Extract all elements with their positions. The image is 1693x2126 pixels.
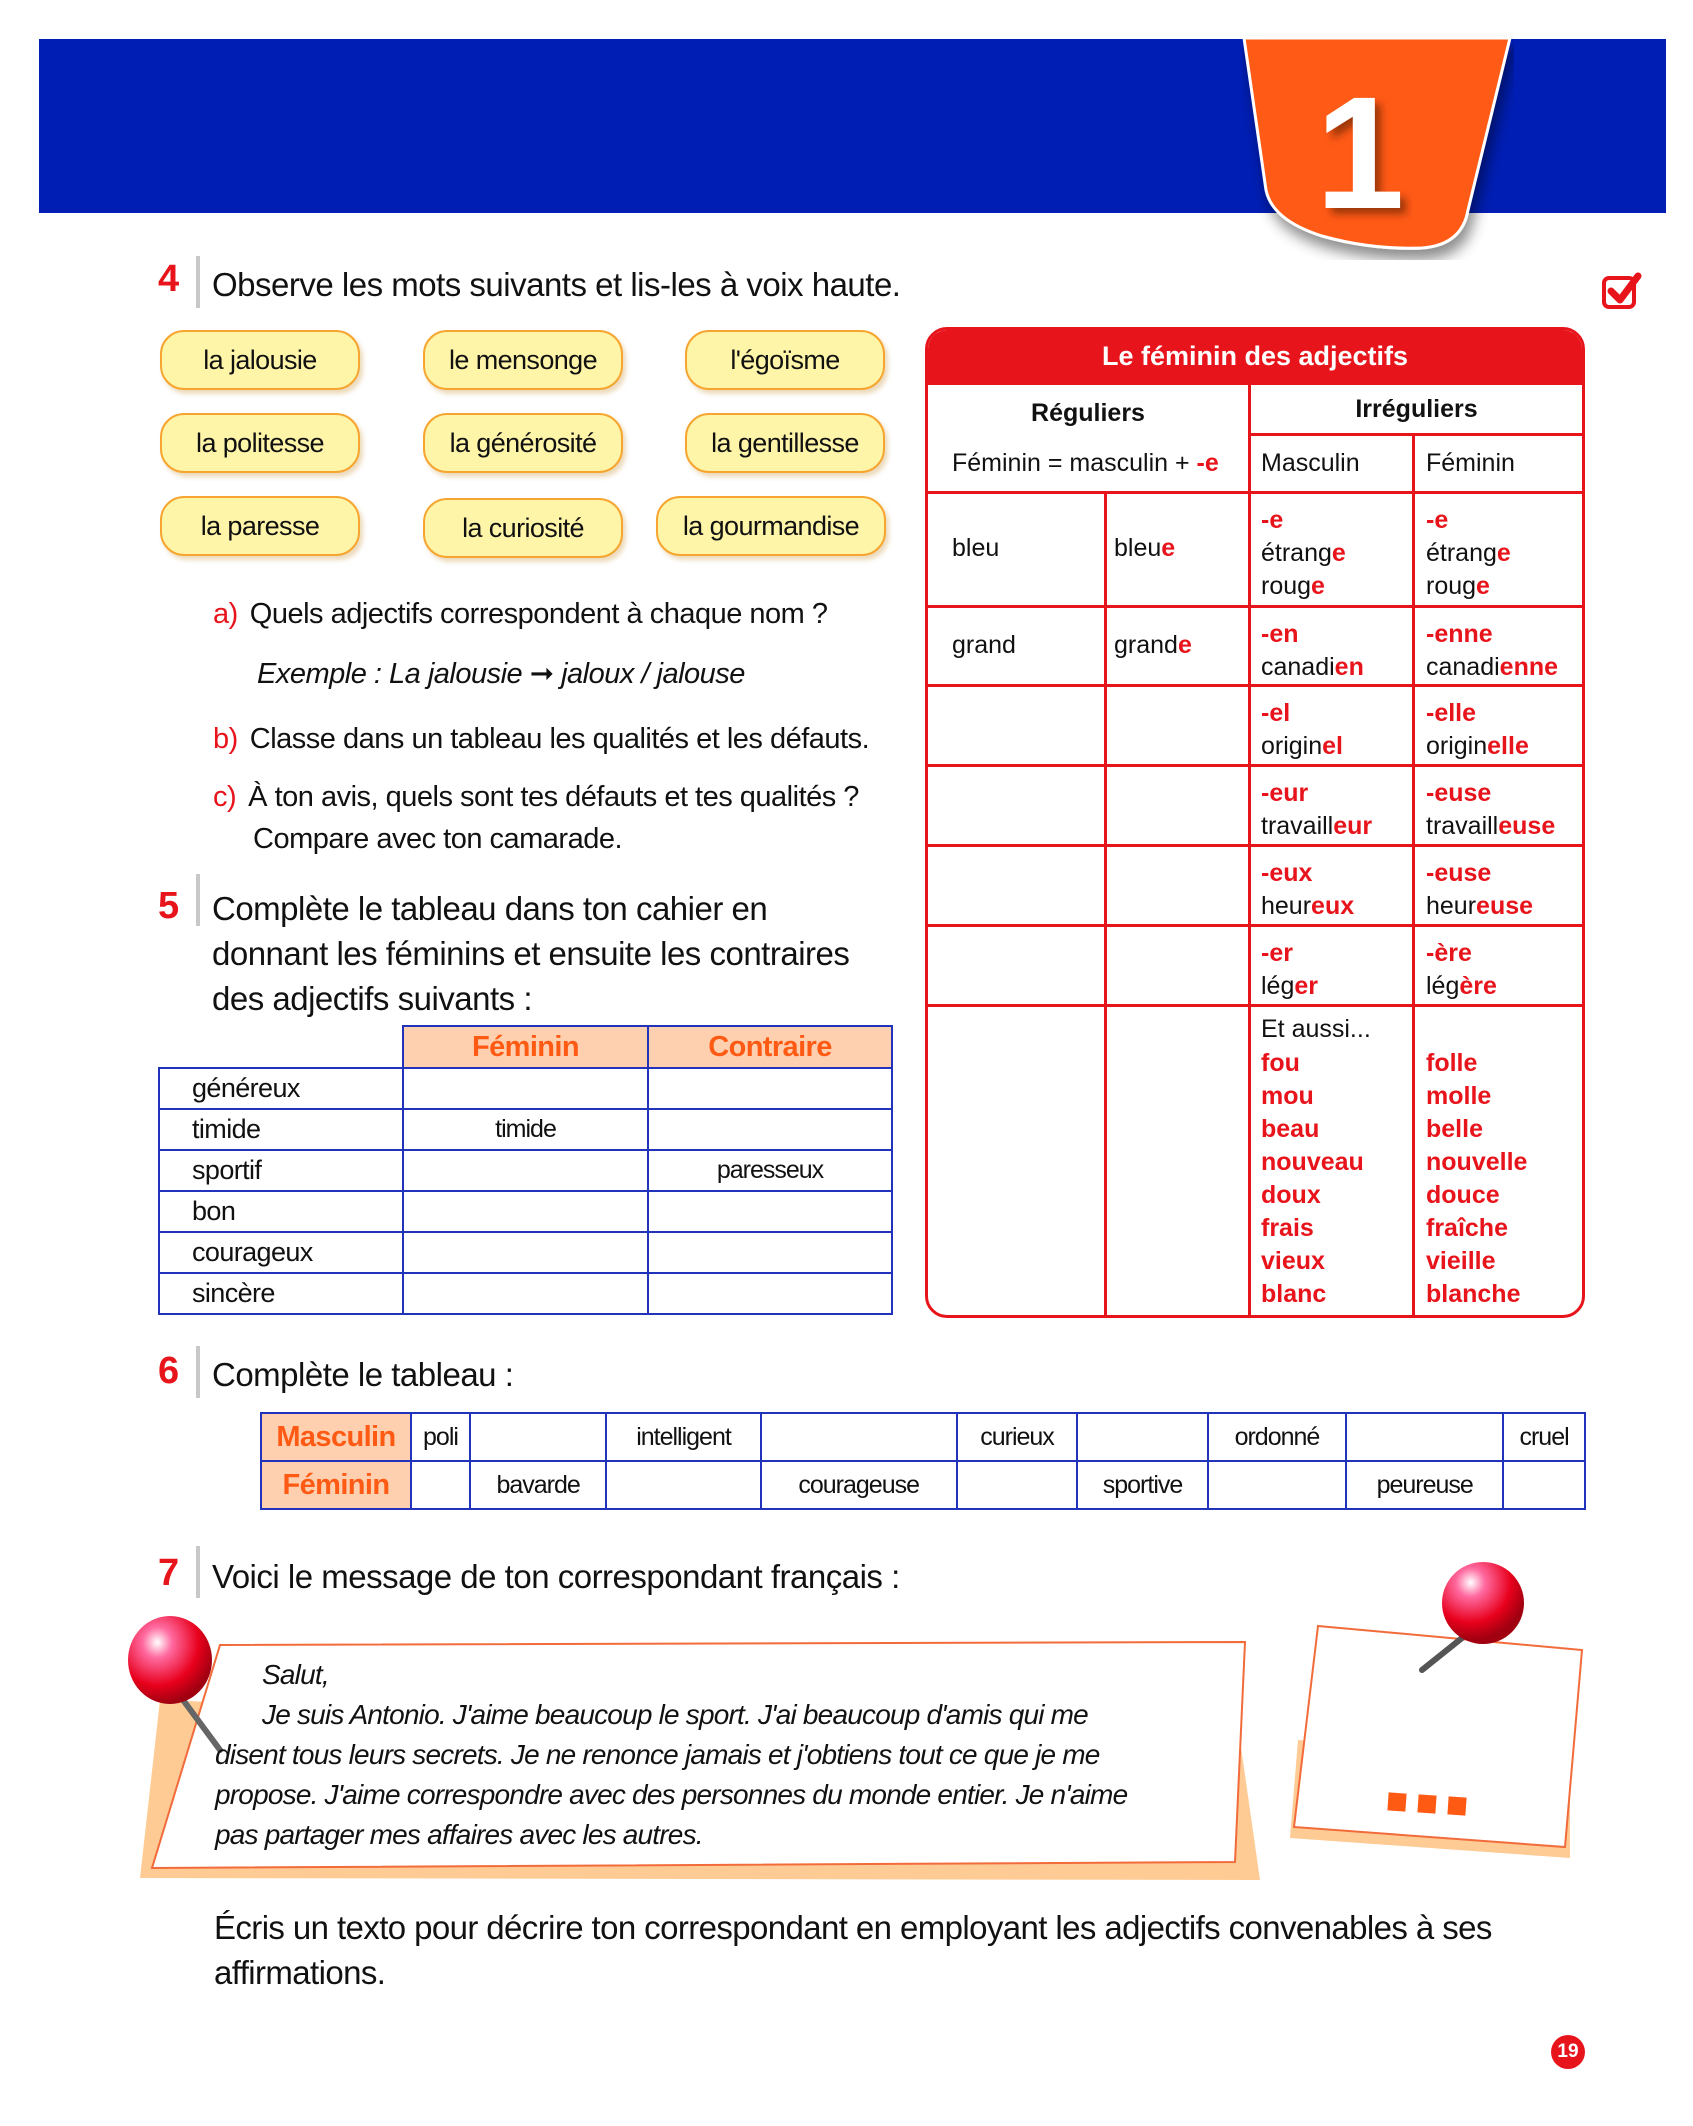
question-letter: b) [213, 723, 238, 755]
regular-rule [952, 447, 1219, 480]
stem: canadi [1261, 653, 1335, 681]
empty-corner [159, 1026, 403, 1068]
masculin-cell[interactable] [1346, 1413, 1503, 1461]
question-letter: a) [213, 598, 238, 630]
feminin-cell[interactable] [411, 1461, 470, 1509]
rule-suffix: -e [1196, 449, 1219, 477]
table-row [159, 1068, 892, 1109]
regular-masc: bleu [952, 534, 1000, 562]
feminin-answer-cell[interactable] [403, 1150, 648, 1191]
exercise-6-number: 6 [158, 1350, 180, 1392]
feminin-row [261, 1461, 1585, 1509]
example-line [257, 656, 745, 691]
example-word [1261, 890, 1354, 923]
masculin-cell: cruel [1503, 1413, 1585, 1461]
contraire-answer-cell[interactable] [648, 1273, 892, 1314]
pushpin-icon [128, 1616, 212, 1704]
extra-feminin-word: folle [1426, 1049, 1478, 1077]
ending-rule: -euse [1426, 859, 1492, 887]
exercise-5-title [212, 886, 849, 1021]
feminin-cell: courageuse [761, 1461, 957, 1509]
table-row [159, 1109, 892, 1150]
header-contraire: Contraire [648, 1026, 892, 1068]
ellipsis-dot [1447, 1796, 1466, 1815]
question-text: À ton avis, quels sont tes défauts et tes qualités ? [248, 781, 859, 813]
adjective-cell: généreux [159, 1068, 403, 1109]
feminin-cell[interactable] [957, 1461, 1078, 1509]
stem: roug [1261, 572, 1312, 600]
feminin-cell [1426, 937, 1497, 1003]
suffix: e [1496, 539, 1511, 567]
regular-masc: grand [952, 631, 1016, 659]
stem: lég [1426, 972, 1460, 1000]
word-pill: la curiosité [423, 498, 623, 558]
example-word [1426, 537, 1511, 570]
ending-rule: -enne [1426, 620, 1493, 648]
suffix: enne [1499, 653, 1559, 681]
arrow-icon: ➞ [529, 658, 554, 690]
example-word [1261, 537, 1346, 570]
feminin-cell: sportive [1077, 1461, 1207, 1509]
ending-rule: -el [1261, 699, 1291, 727]
reply-note [1290, 1560, 1610, 1860]
example-word [1426, 970, 1497, 1003]
feminin-cell: bavarde [470, 1461, 606, 1509]
feminin-cell [1426, 777, 1555, 843]
pushpin-icon [1442, 1562, 1524, 1644]
extra-masculin-word: mou [1261, 1082, 1314, 1110]
ending-rule: -er [1261, 939, 1293, 967]
suffix: euse [1476, 892, 1534, 920]
exercise-divider [196, 874, 200, 926]
feminin-cell[interactable] [1503, 1461, 1585, 1509]
suffix: el [1322, 732, 1344, 760]
suffix: e [1161, 534, 1176, 562]
question-c-line2: Compare avec ton camarade. [253, 823, 623, 855]
example-word [1261, 970, 1318, 1003]
table-row [159, 1273, 892, 1314]
title-line: des adjectifs suivants : [212, 980, 532, 1017]
message-line: Je suis Antonio. J'aime beaucoup le sport. J'ai beaucoup d'amis qui me [262, 1699, 1088, 1730]
exercise-divider [196, 1346, 200, 1398]
extra-masculin-word: doux [1261, 1181, 1321, 1209]
exercise-4-number: 4 [158, 258, 180, 300]
regular-fem [1114, 629, 1192, 662]
word-pill: la gourmandise [656, 496, 886, 556]
ending-rule: -eur [1261, 779, 1309, 807]
rule-text: Féminin = masculin + [952, 449, 1197, 477]
regular-fem [1114, 532, 1175, 565]
message-greeting: Salut, [262, 1659, 329, 1690]
example-result: jaloux / jalouse [561, 658, 745, 690]
page-number: 19 [1551, 2035, 1585, 2069]
stem: lég [1261, 972, 1295, 1000]
feminin-cell: peureuse [1346, 1461, 1503, 1509]
suffix: e [1177, 631, 1192, 659]
unit-number: 1 [1315, 63, 1405, 242]
ending-rule: -ère [1426, 939, 1472, 967]
extra-feminin-word: douce [1426, 1181, 1500, 1209]
feminin-answer-cell[interactable] [403, 1232, 648, 1273]
adjective-cell: courageux [159, 1232, 403, 1273]
divider [928, 684, 1582, 687]
question-letter: c) [213, 781, 237, 813]
masculin-cell[interactable] [1077, 1413, 1207, 1461]
stem: travaill [1426, 812, 1499, 840]
extra-feminin-word: fraîche [1426, 1214, 1508, 1242]
extra-feminin-word: nouvelle [1426, 1148, 1528, 1176]
adjective-cell: sincère [159, 1273, 403, 1314]
suffix: e [1311, 572, 1325, 600]
stem: origin [1426, 732, 1488, 760]
question-text: Quels adjectifs correspondent à chaque nom ? [249, 598, 828, 630]
example-word [1261, 651, 1364, 684]
divider [1248, 382, 1251, 1315]
exercise-6-table [260, 1412, 1586, 1510]
example-label: Exemple : La jalousie [257, 658, 523, 690]
question-c [213, 781, 859, 814]
stem: bleu [1114, 534, 1162, 562]
extra-feminin-word: vieille [1426, 1247, 1496, 1275]
divider [1248, 433, 1582, 436]
word-pill: la générosité [423, 413, 623, 473]
contraire-answer-cell[interactable] [648, 1232, 892, 1273]
masculin-cell [1261, 777, 1372, 843]
message-line: pas partager mes affaires avec les autres. [215, 1819, 703, 1850]
suffix: ère [1459, 972, 1497, 1000]
header-feminin: Féminin [403, 1026, 648, 1068]
check-square-icon [1600, 270, 1644, 312]
stem: heur [1261, 892, 1312, 920]
feminin-answer-cell[interactable] [403, 1273, 648, 1314]
divider [928, 605, 1582, 608]
adjective-cell: sportif [159, 1150, 403, 1191]
exercise-5-table [158, 1025, 893, 1315]
feminin-cell[interactable] [1208, 1461, 1347, 1509]
suffix: er [1294, 972, 1319, 1000]
extra-feminin-word: molle [1426, 1082, 1492, 1110]
word-pill: la jalousie [160, 330, 360, 390]
divider [1104, 491, 1107, 1315]
masculin-cell [1261, 504, 1346, 603]
row-label-masculin: Masculin [261, 1413, 411, 1461]
table-row [159, 1232, 892, 1273]
divider [928, 1004, 1582, 1007]
exercise-divider [196, 1546, 200, 1598]
divider [928, 491, 1582, 494]
extra-feminin-word: blanche [1426, 1280, 1521, 1308]
ending-rule: -e [1426, 506, 1449, 534]
masculin-cell [1261, 857, 1354, 923]
stem: étrang [1261, 539, 1332, 567]
contraire-answer-cell[interactable] [648, 1191, 892, 1232]
stem: travaill [1261, 812, 1334, 840]
extra-masculin-list [1261, 1047, 1364, 1311]
title-line: donnant les féminins et ensuite les contraires [212, 935, 850, 972]
extra-masculin-word: beau [1261, 1115, 1320, 1143]
unit-tab [1242, 30, 1514, 260]
message-line: propose. J'aime correspondre avec des personnes du monde entier. Je n'aime [215, 1779, 1128, 1810]
masculin-cell: poli [411, 1413, 470, 1461]
feminin-cell [1426, 857, 1533, 923]
adjective-cell: bon [159, 1191, 403, 1232]
masculin-cell: curieux [957, 1413, 1078, 1461]
writing-instruction [214, 1905, 1492, 1995]
question-text: Classe dans un tableau les qualités et les défauts. [249, 723, 870, 755]
example-word [1261, 810, 1372, 843]
irregular-header: Irréguliers [1355, 395, 1478, 423]
word-pill: l'égoïsme [685, 330, 885, 390]
masculin-cell [1261, 937, 1318, 1003]
ending-rule: -elle [1426, 699, 1477, 727]
feminin-reference-table [925, 327, 1585, 1318]
masculin-cell [1261, 618, 1364, 684]
message-line: disent tous leurs secrets. Je ne renonce jamais et j'obtiens tout ce que je me [215, 1739, 1100, 1770]
title-line: Complète le tableau dans ton cahier en [212, 890, 768, 927]
instruction-line: affirmations. [214, 1954, 386, 1991]
example-word [1426, 570, 1511, 603]
exercise-5-number: 5 [158, 885, 180, 927]
ending-rule: -e [1261, 506, 1284, 534]
suffix: euse [1498, 812, 1556, 840]
masculin-row [261, 1413, 1585, 1461]
exercise-7-title: Voici le message de ton correspondant français : [212, 1558, 900, 1595]
adjective-cell: timide [159, 1109, 403, 1150]
feminin-answer-cell[interactable] [403, 1191, 648, 1232]
stem: étrang [1426, 539, 1497, 567]
ending-rule: -en [1261, 620, 1299, 648]
divider [928, 844, 1582, 847]
stem: grand [1114, 631, 1178, 659]
example-word [1426, 651, 1558, 684]
example-word [1426, 890, 1533, 923]
divider [928, 924, 1582, 927]
feminin-answer-cell[interactable]: timide [403, 1109, 648, 1150]
suffix: e [1476, 572, 1490, 600]
contraire-answer-cell[interactable]: paresseux [648, 1150, 892, 1191]
exercise-divider [196, 256, 200, 308]
feminin-cell [1426, 504, 1511, 603]
suffix: e [1331, 539, 1346, 567]
question-a [213, 598, 828, 631]
et-aussi: Et aussi... [1261, 1015, 1371, 1043]
stem: origin [1261, 732, 1323, 760]
feminin-cell[interactable] [606, 1461, 760, 1509]
example-word [1261, 730, 1343, 763]
extra-masculin-word: nouveau [1261, 1148, 1364, 1176]
divider [1412, 433, 1415, 1315]
exercise-4-title: Observe les mots suivants et lis-les à voix haute. [212, 266, 901, 303]
example-word [1426, 810, 1555, 843]
instruction-line: Écris un texto pour décrire ton correspondant en employant les adjectifs convenables à ses [214, 1909, 1492, 1946]
ellipsis-dot [1417, 1794, 1436, 1813]
extra-masculin-word: frais [1261, 1214, 1314, 1242]
ending-rule: -eux [1261, 859, 1313, 887]
masculin-cell[interactable] [761, 1413, 957, 1461]
ellipsis-dot [1387, 1792, 1406, 1811]
extra-masculin-word: blanc [1261, 1280, 1327, 1308]
suffix: eux [1311, 892, 1355, 920]
suffix: en [1334, 653, 1364, 681]
example-word [1426, 730, 1529, 763]
feminin-answer-cell[interactable] [403, 1068, 648, 1109]
feminin-cell [1426, 618, 1558, 684]
masculin-cell[interactable] [470, 1413, 606, 1461]
ending-rule: -euse [1426, 779, 1492, 807]
contraire-answer-cell[interactable] [648, 1109, 892, 1150]
suffix: elle [1487, 732, 1529, 760]
contraire-answer-cell[interactable] [648, 1068, 892, 1109]
feminin-cell [1426, 697, 1529, 763]
table-title: Le féminin des adjectifs [928, 330, 1582, 382]
table-row [159, 1150, 892, 1191]
suffix: eur [1333, 812, 1373, 840]
extra-feminin-list [1426, 1047, 1527, 1311]
masculin-cell: ordonné [1208, 1413, 1347, 1461]
table-row [159, 1191, 892, 1232]
row-label-feminin: Féminin [261, 1461, 411, 1509]
word-pill: la paresse [160, 496, 360, 556]
extra-masculin-word: fou [1261, 1049, 1300, 1077]
word-pill: la politesse [160, 413, 360, 473]
extra-feminin-word: belle [1426, 1115, 1483, 1143]
stem: heur [1426, 892, 1477, 920]
extra-masculin-word: vieux [1261, 1247, 1325, 1275]
exercise-6-title: Complète le tableau : [212, 1356, 514, 1393]
col-feminin: Féminin [1426, 449, 1515, 477]
regular-header: Réguliers [1031, 399, 1145, 427]
stem: roug [1426, 572, 1477, 600]
stem: canadi [1426, 653, 1500, 681]
example-word [1261, 570, 1346, 603]
word-pill: la gentillesse [685, 413, 885, 473]
divider [928, 382, 1582, 385]
word-pill: le mensonge [423, 330, 623, 390]
exercise-7-number: 7 [158, 1552, 180, 1594]
divider [928, 764, 1582, 767]
masculin-cell: intelligent [606, 1413, 760, 1461]
question-b [213, 723, 869, 756]
col-masculin: Masculin [1261, 449, 1360, 477]
masculin-cell [1261, 697, 1343, 763]
